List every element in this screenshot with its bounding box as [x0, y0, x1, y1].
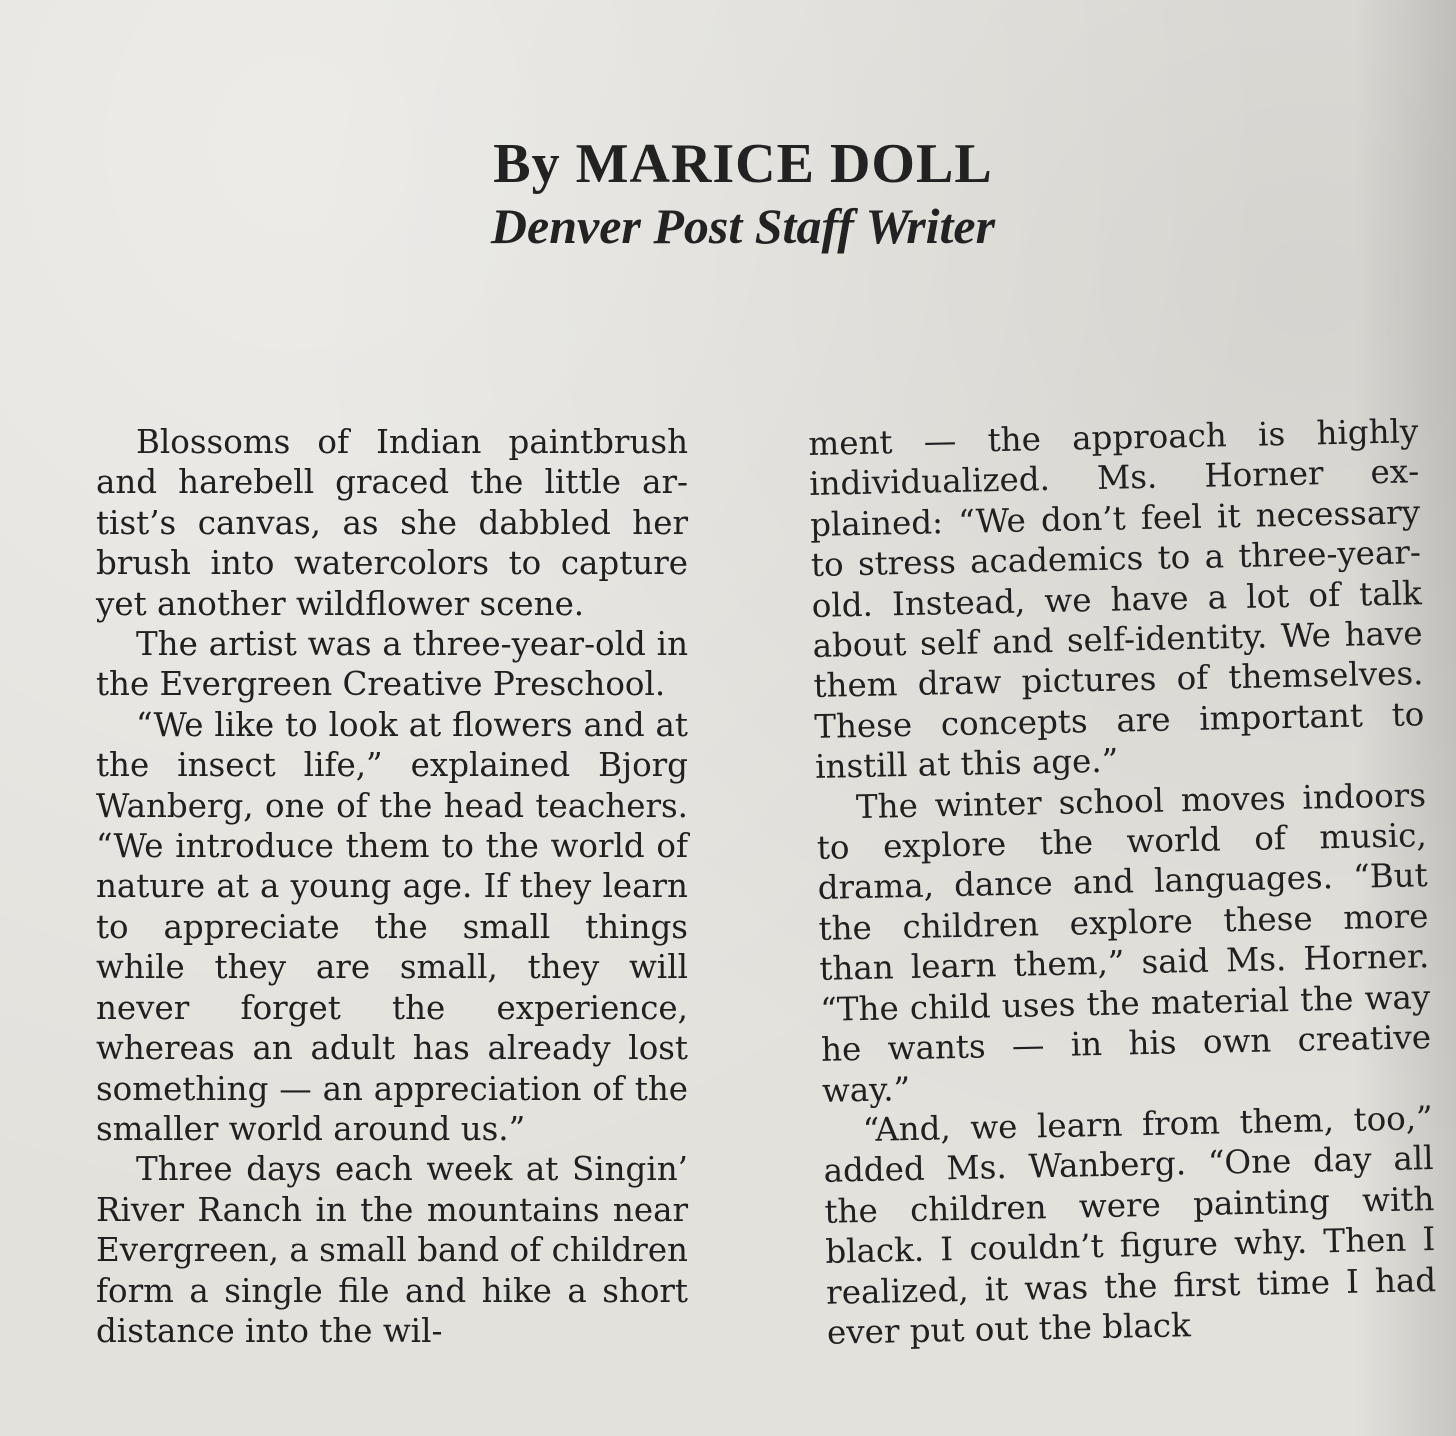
paragraph: “We like to look at flowers and at the insect life,” explained Bjorg Wanberg, one of the head teachers. “We introduce them to the world of nature at a young age. If they learn to appreciate the small things while they are small, they will never forget the experience, whereas an adult has already lost something — an appreciation of the smaller world around us.”	[96, 705, 688, 1148]
paragraph: ment — the approach is highly individualized. Ms. Horner explained: “We don’t feel it necessary to stress academics to a three-year-old. Instead, we have a lot of talk about self and self-identity. We have them draw pictures of themselves. These concepts are important to instill at this age.”	[808, 412, 1425, 787]
left-column	[96, 422, 688, 1351]
byline	[0, 132, 1456, 256]
paragraph: “And, we learn from them, too,” added Ms. Wanberg. “One day all the children were painting with black. I couldn’t figure why. Then I realized, it was the first time I had ever put out the black	[823, 1098, 1437, 1352]
right-column	[808, 411, 1437, 1353]
paragraph: The winter school moves indoors to explore the world of music, drama, dance and languages. “But the children explore these more than learn them,” said Ms. Horner. “The child uses the material the way he wants — in his own creative way.”	[816, 775, 1432, 1110]
author-name: By MARICE DOLL	[493, 133, 993, 195]
paragraph: The artist was a three-year-old in the Evergreen Creative Preschool.	[96, 625, 688, 704]
paragraph: Three days each week at Singin’ River Ranch in the mountains near Evergreen, a small band of children form a single file and hike a short distance into the wil-	[96, 1150, 688, 1350]
author-title: Denver Post Staff Writer	[490, 198, 996, 254]
paragraph: Blossoms of Indian paintbrush and harebell graced the little artist’s canvas, as she dabbled her brush into watercolors to capture yet another wildflower scene.	[96, 423, 688, 623]
